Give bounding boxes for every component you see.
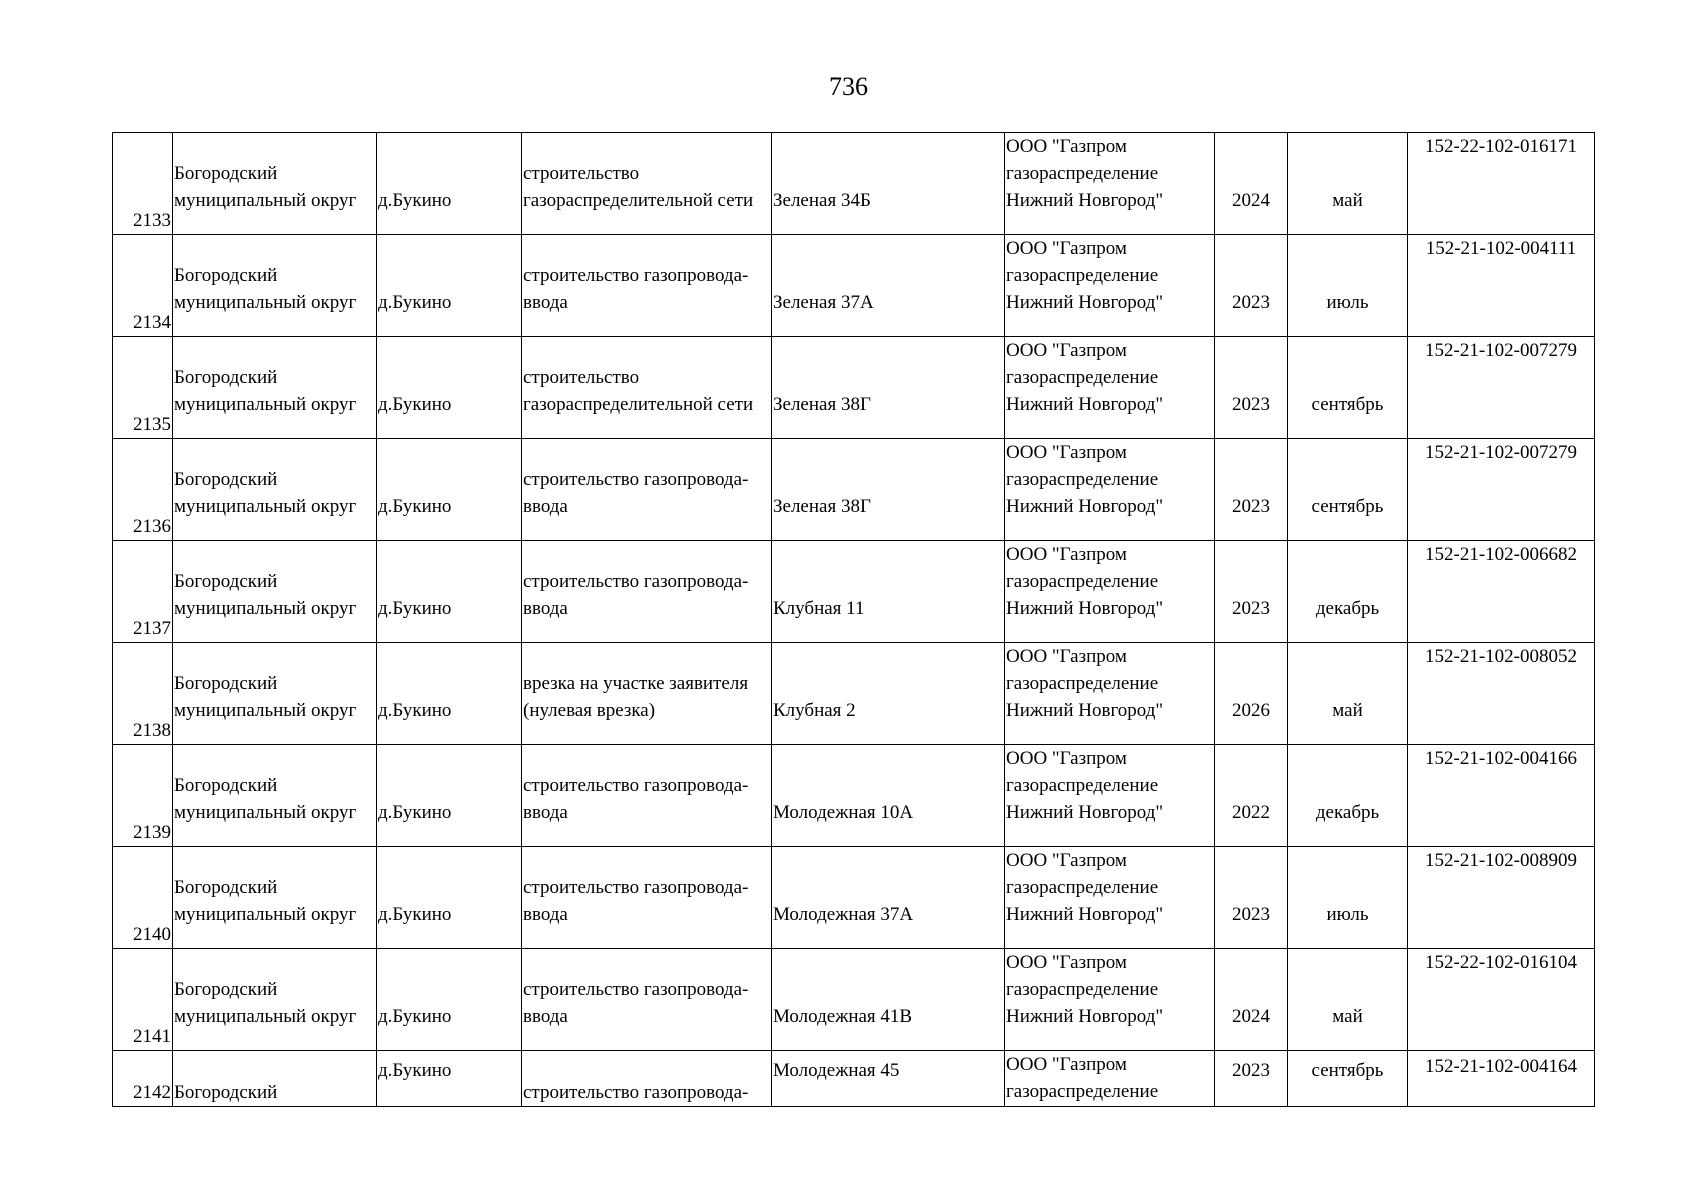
district-cell-line: Богородский <box>174 163 278 184</box>
row-number: 2139 <box>113 745 173 847</box>
organization-cell <box>1005 745 1215 847</box>
settlement-cell: д.Букино <box>377 949 522 1051</box>
organization-cell-line: Нижний Новгород" <box>1006 700 1164 721</box>
application-code-cell: 152-22-102-016104 <box>1408 949 1595 1051</box>
work-type-cell-line: строительство газопровода- <box>523 775 749 796</box>
registry-body <box>113 133 1595 1107</box>
work-type-cell-line: ввода <box>523 292 568 313</box>
district-cell <box>173 643 377 745</box>
organization-cell-line: газораспределение <box>1006 571 1159 592</box>
month-cell: декабрь <box>1288 745 1408 847</box>
year-cell: 2024 <box>1215 133 1288 235</box>
district-cell-line: муниципальный округ <box>174 700 357 721</box>
settlement-cell: д.Букино <box>377 1051 522 1107</box>
district-cell-line: Богородский <box>174 265 278 286</box>
district-cell-line: Богородский <box>174 571 278 592</box>
table-row <box>113 847 1595 949</box>
table-row <box>113 643 1595 745</box>
district-cell-line: муниципальный округ <box>174 496 357 517</box>
row-number: 2133 <box>113 133 173 235</box>
organization-cell-line: Нижний Новгород" <box>1006 1006 1164 1027</box>
organization-cell <box>1005 541 1215 643</box>
organization-cell-line: Нижний Новгород" <box>1006 394 1164 415</box>
settlement-cell: д.Букино <box>377 235 522 337</box>
page-number: 736 <box>829 72 868 101</box>
work-type-cell-line: строительство газопровода- <box>523 979 749 1000</box>
month-cell: сентябрь <box>1288 337 1408 439</box>
district-cell-line: Богородский <box>174 979 278 1000</box>
month-cell: декабрь <box>1288 541 1408 643</box>
application-code-cell: 152-21-102-008052 <box>1408 643 1595 745</box>
district-cell <box>173 1051 377 1107</box>
organization-cell-line: ООО "Газпром <box>1006 136 1127 157</box>
organization-cell-line: газораспределение <box>1006 673 1159 694</box>
district-cell-line: муниципальный округ <box>174 190 357 211</box>
organization-cell-line: ООО "Газпром <box>1006 646 1127 667</box>
row-number: 2140 <box>113 847 173 949</box>
row-number: 2138 <box>113 643 173 745</box>
address-cell: Клубная 11 <box>772 541 1005 643</box>
month-cell: май <box>1288 643 1408 745</box>
district-cell-line: Богородский <box>174 673 278 694</box>
district-cell-line: муниципальный округ <box>174 802 357 823</box>
organization-cell-line: ООО "Газпром <box>1006 442 1127 463</box>
work-type-cell <box>522 1051 772 1107</box>
district-cell <box>173 337 377 439</box>
organization-cell-line: Нижний Новгород" <box>1006 190 1164 211</box>
address-cell: Зеленая 37А <box>772 235 1005 337</box>
year-cell: 2023 <box>1215 541 1288 643</box>
settlement-cell: д.Букино <box>377 745 522 847</box>
district-cell <box>173 541 377 643</box>
table-row <box>113 541 1595 643</box>
organization-cell-line: газораспределение <box>1006 163 1159 184</box>
table-row <box>113 235 1595 337</box>
organization-cell-line: ООО "Газпром <box>1006 544 1127 565</box>
work-type-cell <box>522 337 772 439</box>
month-cell: сентябрь <box>1288 439 1408 541</box>
settlement-cell: д.Букино <box>377 541 522 643</box>
application-code-cell: 152-22-102-016171 <box>1408 133 1595 235</box>
settlement-cell: д.Букино <box>377 133 522 235</box>
district-cell-line: муниципальный округ <box>174 1006 357 1027</box>
district-cell <box>173 745 377 847</box>
organization-cell-line: Нижний Новгород" <box>1006 802 1164 823</box>
organization-cell <box>1005 439 1215 541</box>
organization-cell-line: газораспределение <box>1006 979 1159 1000</box>
work-type-cell-line: ввода <box>523 1006 568 1027</box>
year-cell: 2024 <box>1215 949 1288 1051</box>
organization-cell-line: ООО "Газпром <box>1006 238 1127 259</box>
organization-cell-line: ООО "Газпром <box>1006 1054 1127 1075</box>
row-number: 2135 <box>113 337 173 439</box>
address-cell: Клубная 2 <box>772 643 1005 745</box>
organization-cell <box>1005 133 1215 235</box>
organization-cell-line: ООО "Газпром <box>1006 850 1127 871</box>
organization-cell-line: газораспределение <box>1006 877 1159 898</box>
row-number: 2137 <box>113 541 173 643</box>
application-code-cell: 152-21-102-004111 <box>1408 235 1595 337</box>
table-row <box>113 1051 1595 1107</box>
organization-cell-line: Нижний Новгород" <box>1006 904 1164 925</box>
address-cell: Зеленая 38Г <box>772 439 1005 541</box>
application-code-cell: 152-21-102-007279 <box>1408 439 1595 541</box>
work-type-cell <box>522 133 772 235</box>
settlement-cell: д.Букино <box>377 847 522 949</box>
district-cell <box>173 949 377 1051</box>
application-code-cell: 152-21-102-008909 <box>1408 847 1595 949</box>
organization-cell-line: газораспределение <box>1006 775 1159 796</box>
organization-cell-line: ООО "Газпром <box>1006 340 1127 361</box>
row-number: 2141 <box>113 949 173 1051</box>
application-code-cell: 152-21-102-006682 <box>1408 541 1595 643</box>
organization-cell <box>1005 643 1215 745</box>
address-cell: Зеленая 38Г <box>772 337 1005 439</box>
row-number: 2136 <box>113 439 173 541</box>
address-cell: Молодежная 41В <box>772 949 1005 1051</box>
year-cell: 2023 <box>1215 847 1288 949</box>
work-type-cell-line: газораспределительной сети <box>523 190 754 211</box>
district-cell <box>173 133 377 235</box>
organization-cell-line: Нижний Новгород" <box>1006 292 1164 313</box>
settlement-cell: д.Букино <box>377 439 522 541</box>
organization-cell <box>1005 1051 1215 1107</box>
district-cell-line: муниципальный округ <box>174 598 357 619</box>
address-cell: Зеленая 34Б <box>772 133 1005 235</box>
application-code-cell: 152-21-102-007279 <box>1408 337 1595 439</box>
district-cell-line: муниципальный округ <box>174 292 357 313</box>
organization-cell-line: ООО "Газпром <box>1006 748 1127 769</box>
work-type-cell <box>522 235 772 337</box>
application-code-cell: 152-21-102-004164 <box>1408 1051 1595 1107</box>
year-cell: 2023 <box>1215 337 1288 439</box>
organization-cell <box>1005 847 1215 949</box>
settlement-cell: д.Букино <box>377 337 522 439</box>
work-type-cell-line: строительство газопровода- <box>523 571 749 592</box>
work-type-cell <box>522 439 772 541</box>
district-cell-line: Богородский <box>174 877 278 898</box>
organization-cell-line: газораспределение <box>1006 265 1159 286</box>
work-type-cell-line: строительство газопровода- <box>523 1082 749 1103</box>
table-row <box>113 133 1595 235</box>
year-cell: 2026 <box>1215 643 1288 745</box>
district-cell-line: муниципальный округ <box>174 394 357 415</box>
work-type-cell-line: врезка на участке заявителя <box>523 673 749 694</box>
application-code-cell: 152-21-102-004166 <box>1408 745 1595 847</box>
address-cell: Молодежная 45 <box>772 1051 1005 1107</box>
organization-cell-line: ООО "Газпром <box>1006 952 1127 973</box>
work-type-cell <box>522 745 772 847</box>
year-cell: 2022 <box>1215 745 1288 847</box>
work-type-cell-line: (нулевая врезка) <box>523 700 656 721</box>
work-type-cell-line: ввода <box>523 496 568 517</box>
work-type-cell <box>522 847 772 949</box>
month-cell: май <box>1288 133 1408 235</box>
work-type-cell <box>522 949 772 1051</box>
address-cell: Молодежная 37А <box>772 847 1005 949</box>
district-cell-line: Богородский <box>174 367 278 388</box>
month-cell: июль <box>1288 235 1408 337</box>
organization-cell-line: газораспределение <box>1006 469 1159 490</box>
work-type-cell-line: строительство <box>523 367 640 388</box>
year-cell: 2023 <box>1215 1051 1288 1107</box>
year-cell: 2023 <box>1215 235 1288 337</box>
work-type-cell-line: ввода <box>523 598 568 619</box>
table-row <box>113 439 1595 541</box>
work-type-cell <box>522 541 772 643</box>
district-cell <box>173 439 377 541</box>
work-type-cell-line: строительство <box>523 163 640 184</box>
registry-table <box>112 132 1595 1107</box>
organization-cell <box>1005 235 1215 337</box>
district-cell-line: Богородский <box>174 1082 278 1103</box>
organization-cell <box>1005 337 1215 439</box>
work-type-cell-line: строительство газопровода- <box>523 469 749 490</box>
organization-cell-line: Нижний Новгород" <box>1006 598 1164 619</box>
table-row <box>113 949 1595 1051</box>
work-type-cell-line: ввода <box>523 802 568 823</box>
district-cell-line: Богородский <box>174 775 278 796</box>
organization-cell-line: Нижний Новгород" <box>1006 496 1164 517</box>
table-row <box>113 745 1595 847</box>
work-type-cell-line: ввода <box>523 904 568 925</box>
year-cell: 2023 <box>1215 439 1288 541</box>
work-type-cell-line: строительство газопровода- <box>523 265 749 286</box>
district-cell <box>173 235 377 337</box>
district-cell <box>173 847 377 949</box>
work-type-cell <box>522 643 772 745</box>
row-number: 2134 <box>113 235 173 337</box>
organization-cell-line: газораспределение <box>1006 1081 1159 1102</box>
row-number: 2142 <box>113 1051 173 1107</box>
month-cell: сентябрь <box>1288 1051 1408 1107</box>
district-cell-line: Богородский <box>174 469 278 490</box>
month-cell: май <box>1288 949 1408 1051</box>
work-type-cell-line: газораспределительной сети <box>523 394 754 415</box>
address-cell: Молодежная 10А <box>772 745 1005 847</box>
organization-cell-line: газораспределение <box>1006 367 1159 388</box>
table-row <box>113 337 1595 439</box>
settlement-cell: д.Букино <box>377 643 522 745</box>
organization-cell <box>1005 949 1215 1051</box>
district-cell-line: муниципальный округ <box>174 904 357 925</box>
month-cell: июль <box>1288 847 1408 949</box>
work-type-cell-line: строительство газопровода- <box>523 877 749 898</box>
